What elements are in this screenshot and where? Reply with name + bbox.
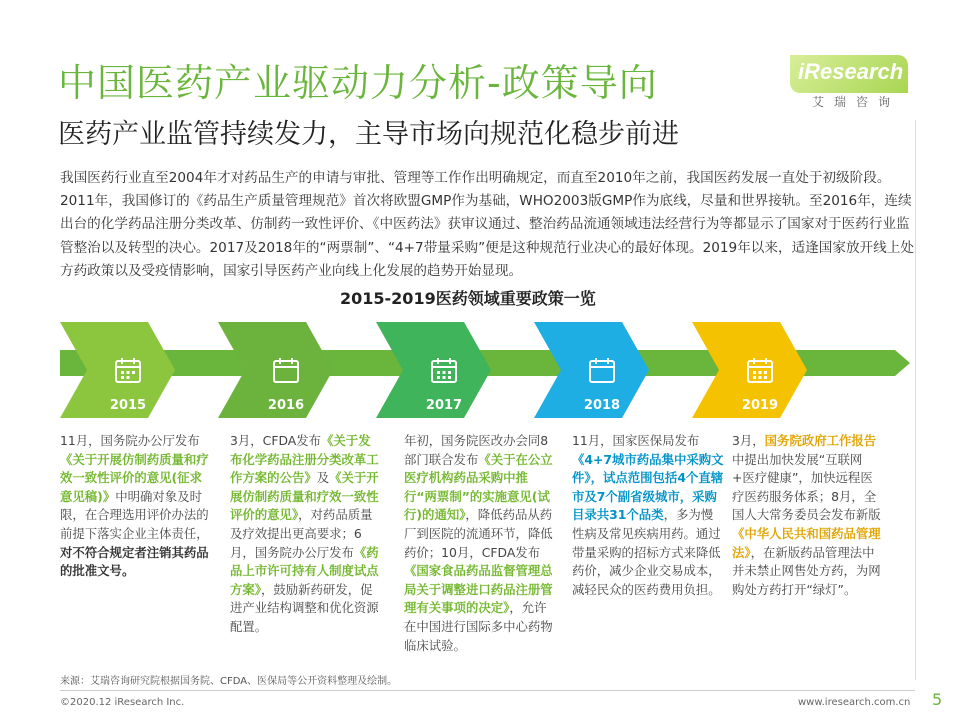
policy-text: ，允许在中国进行国际多中心药物临床试验。: [404, 600, 553, 653]
logo-name: iResearch: [798, 59, 904, 84]
policy-highlight: 《关于开展仿制药质量和疗效一致性评价的意见》: [230, 470, 379, 523]
policy-2019: [732, 432, 884, 599]
policy-highlight: 《关于发布化学药品注册分类改革工作方案的公告》: [230, 433, 379, 486]
source-note: 来源：艾瑞咨询研究院根据国务院、CFDA、医保局等公开资料整理及绘制。: [60, 676, 398, 687]
policy-highlight: 《中华人民共和国药品管理法》: [732, 525, 881, 560]
year-label-2016: 2016: [267, 398, 305, 413]
policy-text: ，降低药品从药厂到医院的流通环节，降低药价；10月，CFDA发布: [404, 507, 553, 560]
policy-text: 11月，国务院办公厅发布: [60, 433, 200, 448]
policy-text: 11月，国家医保局发布: [572, 433, 700, 448]
policy-text: 中明确对象及时限，在合理选用评价办法的前提下落实企业主体责任，: [60, 488, 209, 541]
policy-2018: [572, 432, 724, 599]
year-label-2017: 2017: [425, 398, 463, 413]
policy-highlight: 《国家食品药品监督管理总局关于调整进口药品注册管理有关事项的决定》: [404, 563, 553, 616]
policy-2015: [60, 432, 212, 581]
calendar-icon: [429, 355, 459, 385]
calendar-icon: [587, 355, 617, 385]
policy-text: 中提出加快发展“互联网+医疗健康”，加快远程医疗医药服务体系；8月，全国人大常务委员会发布新版: [732, 451, 881, 523]
policy-text: ，在新版药品管理法中并未禁止网售处方药，为网购处方药打开“绿灯”。: [732, 544, 881, 597]
policy-highlight: 《关于开展仿制药质量和疗效一致性评价的意见(征求意见稿)》: [60, 451, 209, 504]
policy-text: ，多为慢性病及常见疾病用药。通过带量采购的招标方式来降低药价，减少企业交易成本，减轻民众的医药费用负担。: [572, 507, 721, 597]
calendar-icon: [745, 355, 775, 385]
timeline-title: 2015-2019医药领域重要政策一览: [340, 289, 596, 308]
policy-text: ，鼓励新药研发，促进产业结构调整和优化资源配置。: [230, 581, 379, 634]
policy-text: ，对药品质量及疗效提出更高要求；6月，国务院办公厅发布: [230, 507, 373, 560]
page-number: 5: [932, 690, 943, 709]
policy-2016: [230, 432, 382, 637]
page-title: 中国医药产业驱动力分析-政策导向: [58, 61, 658, 105]
year-label-2019: 2019: [741, 398, 779, 413]
policy-text: 3月，: [732, 433, 765, 448]
policy-text: 年初，国务院医改办会同8部门联合发布: [404, 433, 549, 467]
year-label-2018: 2018: [583, 398, 621, 413]
intro-paragraph: 我国医药行业直至2004年才对药品生产的申请与审批、管理等工作作出明确规定，而直至2010年之前，我国医药发展一直处于初级阶段。2011年，我国修订的《药品生产质量管理规范》首次将欧盟GMP作为基础，WHO2003版GMP作为底线，尽量和世界接轨。至2016年，连续出台的化学药品注册分类改革、仿制药一致性评价、《中医药法》获审议通过、整治药品流通领域违法经营行为等都显示了国家对于医药行业监管整治以及转型的决心。2017及2018年的“两票制”、“4+7带量采购”便是这种规范行业决心的最好体现。2019年以来，适逢国家放开线上处方药政策以及受疫情影响，国家引导医药产业向线上化发展的趋势开始显现。: [60, 170, 914, 279]
policy-bold: 对不符合规定者注销其药品的批准文号。: [60, 544, 209, 579]
policy-2017: [404, 432, 556, 655]
policy-highlight: 《药品上市许可持有人制度试点方案》: [230, 544, 379, 597]
website-link[interactable]: www.iresearch.com.cn: [798, 697, 911, 708]
policy-highlight: 《关于在公立医疗机构药品采购中推行“两票制”的实施意见(试行)的通知》: [404, 451, 553, 523]
policy-highlight: 《4+7城市药品集中采购文件》，试点范围包括4个直辖市及7个副省级城市，采购目录共31个品类: [572, 451, 724, 523]
policy-highlight: 国务院政府工作报告: [764, 433, 877, 448]
year-label-2015: 2015: [109, 398, 147, 413]
calendar-icon: [113, 355, 143, 385]
footer-divider: [60, 690, 915, 691]
policy-text: 及: [316, 470, 330, 486]
page-subtitle: 医药产业监管持续发力，主导市场向规范化稳步前进: [58, 119, 679, 150]
calendar-icon: [271, 355, 301, 385]
logo-subtitle: 艾瑞咨询: [812, 95, 901, 109]
policy-text: 3月，CFDA发布: [230, 433, 322, 448]
copyright: ©2020.12 iResearch Inc.: [60, 697, 185, 708]
